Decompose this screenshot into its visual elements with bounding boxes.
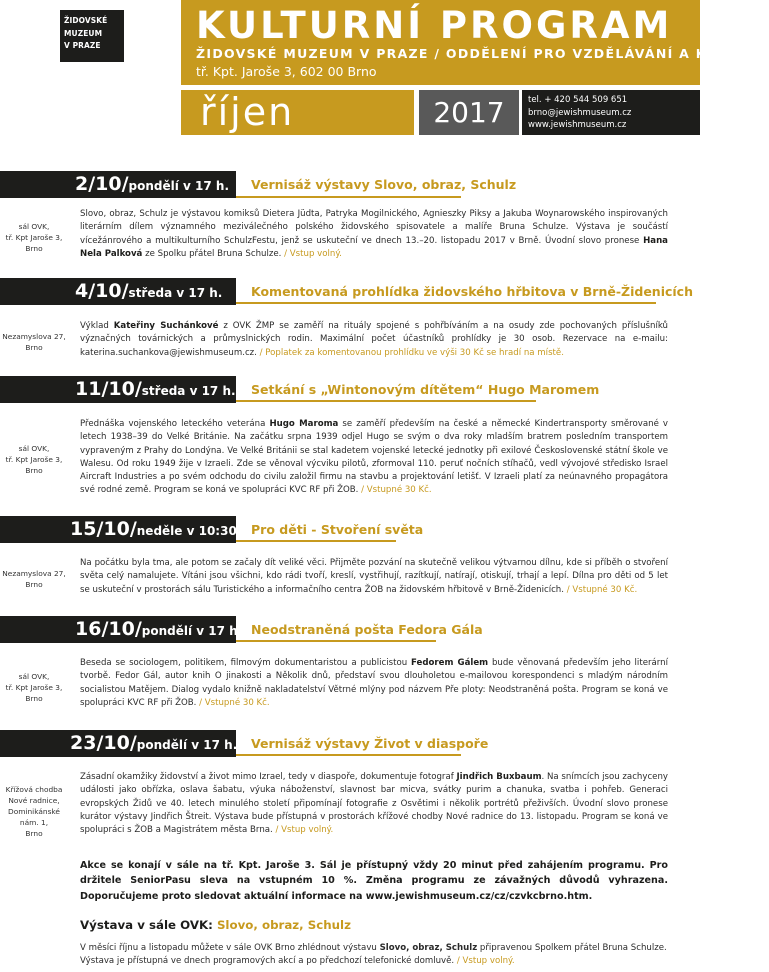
event-title-underline bbox=[236, 540, 396, 542]
contact-phone: tel. + 420 544 509 651 bbox=[528, 95, 628, 105]
event-title-underline bbox=[236, 302, 656, 304]
contact-info bbox=[528, 94, 631, 132]
event-title: Setkání s „Wintonovým dítětem“ Hugo Maromem bbox=[251, 382, 600, 397]
exhibition-heading: Výstava v sále OVK: Slovo, obraz, Schulz bbox=[80, 918, 351, 932]
contact-email[interactable]: brno@jewishmuseum.cz bbox=[528, 107, 632, 118]
event-date: 11/10/středa v 17 h. bbox=[75, 378, 236, 400]
logo-line: MUZEUM bbox=[64, 27, 103, 38]
month-label: říjen bbox=[200, 90, 295, 134]
logo-line: V PRAZE bbox=[64, 40, 101, 50]
event-date: 16/10/pondělí v 17 h. bbox=[75, 618, 243, 640]
event-title: Neodstraněná pošta Fedora Gála bbox=[251, 622, 483, 637]
event-venue: Nezamyslova 27, Brno bbox=[2, 332, 66, 352]
general-info-note: Akce se konají v sále na tř. Kpt. Jaroše 3. Sál je přístupný vždy 20 minut před zahájením programu. Pro držitele SeniorPasu sleva na vstupném 10 %. Změna programu ze závažných důvodů vyhrazena. Doporučujeme proto sledovat aktuální informace na www.jewishmuseum.cz/cz/czvkcbrno.htm. bbox=[80, 860, 668, 902]
header-subtitle: ŽIDOVSKÉ MUZEUM V PRAZE / ODDĚLENÍ PRO VZDĚLÁVÁNÍ A KULTURU bbox=[196, 46, 769, 61]
event-title: Vernisáž výstavy Slovo, obraz, Schulz bbox=[251, 177, 517, 192]
event-venue: sál OVK, tř. Kpt Jaroše 3, Brno bbox=[5, 672, 63, 703]
museum-logo bbox=[60, 10, 124, 62]
event-date: 4/10/středa v 17 h. bbox=[75, 280, 223, 302]
event-description: Beseda se sociologem, politikem, filmovým dokumentaristou a publicistou Fedorem Gálem bude věnovaná především jeho literární tvorbě. Fedor Gál, autor knih O jinakosti a Několik dnů, představí svou dlouholetou e-mailovou korespondenci s mladým národním socialistou Matějem. Dialog vydalo knižně nakladatelství Větrné mlýny pod názvem Pře ploty: Neodstraněná pošta. Program se koná ve spolupráci KVC RF při ŽOB. / Vstupné 30 Kč. bbox=[80, 658, 668, 708]
event-title-underline bbox=[236, 196, 461, 198]
event-description: Přednáška vojenského leteckého veterána Hugo Maroma se zaměří především na české a německé Kindertransporty směrované v letech 1938–39 do Velké Británie. Na začátku srpna 1939 odjel Hugo se svým o dva roky mladším bratrem posledním transportem vypraveným z Prahy do Londýna. Ve Velké Británii se stal kadetem vojenské letecké jednotky při exilové Československé státní škole ve Walesu. Od roku 1949 žije v Izraeli. Zde se věnoval výcviku pilotů, zformoval 110. peruť nočních stíhačů, vedl vývojové středisko Israel Aircraft Industries a po svém odchodu do civilu založil firmu na stavbu a projektování letišť. V Izraeli platí za neúnavného propagátora své rodné země. Program se koná ve spolupráci KVC RF při ŽOB. / Vstupné 30 Kč. bbox=[80, 419, 668, 496]
header-address: tř. Kpt. Jaroše 3, 602 00 Brno bbox=[196, 64, 377, 79]
page-title: KULTURNÍ PROGRAM bbox=[196, 4, 673, 47]
event-venue: Křížová chodba Nové radnice, Dominikánské nám. 1, Brno bbox=[5, 785, 63, 838]
exhibition-text: V měsíci říjnu a listopadu můžete v sále OVK Brno zhlédnout výstavu Slovo, obraz, Schulz připravenou Spolkem přátel Bruna Schulze. Výstava je přístupná ve dnech programových akcí a po předchozí telefonické domluvě. / Vstup volný. bbox=[80, 943, 667, 967]
event-title: Vernisáž výstavy Život v diaspoře bbox=[251, 736, 489, 751]
event-description: Výklad Kateřiny Suchánkové z OVK ŽMP se zaměří na rituály spojené s pohřbíváním a na osudy zde pochovaných příslušníků význačných továrnických a průmyslnických rodin. Maximální počet účastníků prohlídky je 30 osob. Rezervace na e-mailu: katerina.suchankova@jewishmuseum.cz. / Poplatek za komentovanou prohlídku ve výši 30 Kč se hradí na místě. bbox=[80, 321, 668, 358]
contact-web[interactable]: www.jewishmuseum.cz bbox=[528, 120, 627, 130]
event-venue: sál OVK, tř. Kpt Jaroše 3, Brno bbox=[5, 222, 63, 253]
event-title: Pro děti - Stvoření světa bbox=[251, 522, 424, 537]
event-description: Zásadní okamžiky židovství a život mimo Izrael, tedy v diaspoře, dokumentuje fotograf Jindřich Buxbaum. Na snímcích jsou zachyceny události jako obřízka, oslava šabatu, výuka náboženství, slavnost bar micva, svátky purim a chanuka, svatba i pohřeb. Generaci evropských Židů ve 40. letech minulého století připomínají fotografie z Osvětimi i několik portrétů přeživších. Úvodní slovo pronese kurátor výstavy Jindřich Štreit. Výstava bude přístupná v prostorách křížové chodby Nové radnice do 13. listopadu. Program se koná ve spolupráci s ŽOB a Magistrátem města Brna. / Vstup volný. bbox=[80, 772, 668, 836]
event-description: Na počátku byla tma, ale potom se začaly dít veliké věci. Přijměte pozvání na skutečně velikou výtvarnou dílnu, kde si příběh o stvoření světa celý namalujete. Vítáni jsou všichni, kdo rádi tvoří, kreslí, vystřihují, razítkují, natírají, otiskují, trhají a lepí. Dílna pro děti od 5 let se uskuteční v prostorách sálu Turistického a informačního centra ŽOB na židovském hřbitově v Brně-Židenicích. / Vstupné 30 Kč. bbox=[80, 558, 668, 595]
event-venue: Nezamyslova 27, Brno bbox=[2, 569, 66, 589]
event-date: 2/10/pondělí v 17 h. bbox=[75, 173, 230, 195]
event-date: 23/10/pondělí v 17 h. bbox=[70, 732, 238, 754]
event-venue: sál OVK, tř. Kpt Jaroše 3, Brno bbox=[5, 444, 63, 475]
event-date: 15/10/neděle v 10:30 h. bbox=[70, 518, 255, 540]
year-label: 2017 bbox=[433, 96, 505, 129]
event-title-underline bbox=[236, 640, 436, 642]
event-title: Komentovaná prohlídka židovského hřbitova v Brně-Židenicích bbox=[251, 284, 693, 299]
logo-line: ŽIDOVSKÉ bbox=[64, 15, 108, 25]
event-description: Slovo, obraz, Schulz je výstavou komiksů Dietera Jüdta, Patryka Mogilnického, Agnieszky Piksy a Jakuba Woynarowského inspirovaných literárním dílem významného meziválečného polského židovského spisovatele a malíře Bruna Schulze. Výstava je součástí vícežánrového a multikulturního SchulzFestu, jenž se uskuteční ve dnech 13.–20. listopadu 2017 v Brně. Úvodní slovo pronese Hana Nela Palková ze Spolku přátel Bruna Schulze. / Vstup volný. bbox=[80, 209, 668, 259]
event-title-underline bbox=[236, 754, 461, 756]
event-title-underline bbox=[236, 400, 536, 402]
